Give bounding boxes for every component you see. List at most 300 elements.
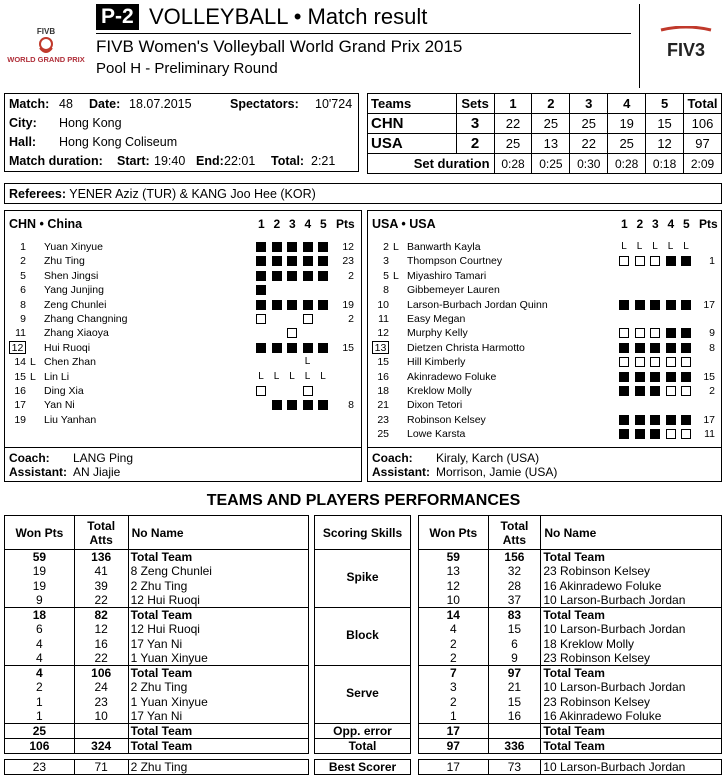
player-number: 3 bbox=[383, 255, 389, 268]
set-started-marker bbox=[650, 343, 660, 353]
player-stat-row bbox=[419, 579, 722, 594]
set-started-marker bbox=[272, 343, 282, 353]
player-points: 1 bbox=[709, 255, 715, 268]
score-table bbox=[367, 93, 722, 174]
set-started-marker bbox=[619, 343, 629, 353]
player-points: 15 bbox=[342, 341, 354, 354]
player-stat-row bbox=[419, 622, 722, 637]
skill-row bbox=[315, 593, 411, 608]
won-points: 4 bbox=[5, 666, 75, 681]
total-duration: 2:21 bbox=[311, 154, 336, 168]
hall-label: Hall: bbox=[9, 135, 37, 149]
player-number: 19 bbox=[14, 413, 26, 426]
player-stat-row bbox=[419, 564, 722, 579]
away-set1: 25 bbox=[494, 134, 532, 154]
player-stat-row bbox=[419, 680, 722, 695]
set-started-marker bbox=[619, 300, 629, 310]
player-stat-row bbox=[419, 651, 722, 666]
set-started-marker bbox=[318, 242, 328, 252]
total-attempts: 16 bbox=[74, 637, 128, 652]
player-name: Lin Li bbox=[44, 370, 70, 383]
home-set3: 25 bbox=[570, 114, 608, 134]
player-name: 10 Larson-Burbach Jordan bbox=[541, 593, 722, 608]
player-name: Chen Zhan bbox=[44, 356, 96, 369]
player-name: Total Team bbox=[128, 666, 308, 681]
player-row bbox=[8, 283, 358, 297]
won-points: 9 bbox=[5, 593, 75, 608]
player-stat-row bbox=[5, 579, 309, 594]
total-attempts: 106 bbox=[74, 666, 128, 681]
set-started-marker bbox=[666, 343, 676, 353]
set-substitute-marker bbox=[681, 429, 691, 439]
player-name: 2 Zhu Ting bbox=[128, 579, 308, 594]
player-row bbox=[371, 312, 721, 326]
best-scorer-label: Best Scorer bbox=[315, 760, 411, 775]
set-started-marker bbox=[303, 271, 313, 281]
player-row bbox=[371, 370, 721, 384]
set-substitute-marker bbox=[666, 357, 676, 367]
won-points: 10 bbox=[419, 593, 489, 608]
player-row bbox=[371, 326, 721, 340]
player-points: 17 bbox=[703, 298, 715, 311]
won-points: 3 bbox=[419, 680, 489, 695]
set-substitute-marker bbox=[666, 429, 676, 439]
player-points: 2 bbox=[348, 313, 354, 325]
duration-label: Match duration: bbox=[9, 154, 103, 168]
home-lineup-title: CHN • China bbox=[9, 217, 83, 231]
total-attempts: 23 bbox=[74, 695, 128, 710]
player-name: Miyashiro Tamari bbox=[407, 269, 487, 282]
set-substitute-marker bbox=[681, 386, 691, 396]
set-substitute-marker bbox=[635, 357, 645, 367]
won-points: 6 bbox=[5, 622, 75, 637]
skill-name: Serve bbox=[315, 686, 411, 701]
set-started-marker bbox=[256, 242, 266, 252]
player-name: Akinradewo Foluke bbox=[407, 370, 497, 383]
player-stat-row bbox=[5, 593, 309, 608]
player-row bbox=[371, 427, 721, 441]
home-sets-won: 3 bbox=[456, 114, 494, 134]
home-performance-table bbox=[4, 515, 309, 754]
player-name: Dixon Tetori bbox=[407, 399, 463, 412]
set-started-marker bbox=[635, 372, 645, 382]
skill-name bbox=[315, 709, 411, 724]
score-header-sets: Sets bbox=[456, 94, 494, 114]
player-row bbox=[371, 283, 721, 297]
total-attempts: 6 bbox=[488, 637, 541, 652]
away-set2: 13 bbox=[532, 134, 570, 154]
player-name: 1 Yuan Xinyue bbox=[128, 695, 308, 710]
total-attempts: 156 bbox=[488, 550, 541, 565]
skill-row bbox=[315, 739, 411, 754]
match-info-line1 bbox=[9, 97, 353, 111]
won-points: 12 bbox=[419, 579, 489, 594]
player-points: 15 bbox=[703, 370, 715, 383]
match-info-duration bbox=[9, 154, 336, 168]
player-number: 16 bbox=[14, 385, 26, 397]
player-name: Total Team bbox=[541, 666, 722, 681]
team-total-row bbox=[419, 550, 722, 565]
skill-row bbox=[315, 666, 411, 681]
set-started-marker bbox=[666, 328, 676, 338]
set-started-marker bbox=[650, 415, 660, 425]
set-libero-marker: L bbox=[683, 241, 689, 252]
score-header-row bbox=[368, 94, 722, 114]
away-set4: 25 bbox=[608, 134, 646, 154]
player-number: 8 bbox=[20, 298, 26, 311]
home-total-points: 106 bbox=[684, 114, 722, 134]
player-name: 23 Robinson Kelsey bbox=[541, 564, 722, 579]
player-points: 8 bbox=[709, 341, 715, 354]
set-started-marker bbox=[287, 400, 297, 410]
home-assistant-label: Assistant: bbox=[9, 465, 68, 479]
player-number: 5 bbox=[20, 269, 26, 282]
fivb-logo-text: FIV3 bbox=[666, 40, 706, 60]
player-number: 15 bbox=[14, 370, 26, 383]
player-name: 23 Robinson Kelsey bbox=[541, 651, 722, 666]
away-coach-name: Kiraly, Karch (USA) bbox=[436, 451, 540, 465]
player-name: 17 Yan Ni bbox=[128, 637, 308, 652]
city-value: Hong Kong bbox=[59, 116, 122, 130]
total-set-duration: 2:09 bbox=[684, 154, 722, 174]
team-total-row bbox=[5, 550, 309, 565]
won-points: 2 bbox=[5, 680, 75, 695]
player-number: 2 bbox=[20, 255, 26, 268]
set-substitute-marker bbox=[650, 328, 660, 338]
player-row bbox=[371, 341, 721, 355]
set-started-marker bbox=[681, 415, 691, 425]
player-name: Hill Kimberly bbox=[407, 356, 466, 369]
set-substitute-marker bbox=[681, 357, 691, 367]
total-attempts: 32 bbox=[488, 564, 541, 579]
set-started-marker bbox=[303, 242, 313, 252]
set4-duration: 0:28 bbox=[608, 154, 646, 174]
skill-row bbox=[315, 680, 411, 695]
player-name: Total Team bbox=[128, 739, 308, 754]
total-attempts: 37 bbox=[488, 593, 541, 608]
player-name: Zhu Ting bbox=[44, 255, 85, 268]
player-name: Liu Yanhan bbox=[44, 413, 97, 426]
document-title: VOLLEYBALL • Match result bbox=[149, 4, 428, 29]
player-number: 23 bbox=[377, 413, 389, 426]
won-points: 1 bbox=[5, 709, 75, 724]
home-coach-divider bbox=[4, 447, 362, 448]
won-points: 4 bbox=[5, 637, 75, 652]
set-substitute-marker bbox=[666, 386, 676, 396]
match-info-hall bbox=[9, 135, 178, 149]
set-header-3: 3 bbox=[289, 217, 296, 231]
set-started-marker bbox=[619, 372, 629, 382]
header-divider bbox=[639, 4, 640, 88]
away-team-code: USA bbox=[368, 134, 457, 154]
total-attempts: 16 bbox=[488, 709, 541, 724]
away-col-name: No Name bbox=[541, 516, 722, 550]
end-time: 22:01 bbox=[224, 154, 256, 168]
player-name: 1 Yuan Xinyue bbox=[128, 651, 308, 666]
player-row bbox=[8, 370, 358, 384]
player-stat-row bbox=[419, 695, 722, 710]
skill-row bbox=[315, 622, 411, 637]
skill-row bbox=[315, 608, 411, 623]
player-name: Lowe Karsta bbox=[407, 428, 466, 441]
won-points: 17 bbox=[419, 724, 489, 739]
away-assistant-line bbox=[372, 465, 558, 479]
won-points: 106 bbox=[5, 739, 75, 754]
away-best-name: 10 Larson-Burbach Jordan bbox=[541, 760, 722, 775]
player-number: 25 bbox=[377, 428, 389, 441]
home-set5: 15 bbox=[646, 114, 684, 134]
libero-flag: L bbox=[30, 370, 36, 383]
total-attempts bbox=[74, 724, 128, 739]
player-name: Total Team bbox=[128, 724, 308, 739]
pts-header: Pts bbox=[699, 217, 718, 231]
player-name: Shen Jingsi bbox=[44, 269, 99, 282]
set2-duration: 0:25 bbox=[532, 154, 570, 174]
set1-duration: 0:28 bbox=[494, 154, 532, 174]
won-points: 18 bbox=[5, 608, 75, 623]
total-attempts bbox=[488, 724, 541, 739]
player-number: 1 bbox=[20, 241, 26, 253]
player-name: Yang Junjing bbox=[44, 284, 104, 297]
total-attempts: 22 bbox=[74, 651, 128, 666]
skill-row bbox=[315, 550, 411, 565]
set-libero-marker: L bbox=[621, 241, 627, 252]
set-started-marker bbox=[650, 429, 660, 439]
player-name: Total Team bbox=[541, 739, 722, 754]
player-stat-row bbox=[5, 680, 309, 695]
total-attempts: 24 bbox=[74, 680, 128, 695]
set-started-marker bbox=[287, 256, 297, 266]
away-performance-table bbox=[418, 515, 722, 754]
player-name: Total Team bbox=[128, 608, 308, 623]
won-points: 2 bbox=[419, 651, 489, 666]
player-points: 2 bbox=[709, 385, 715, 397]
player-points: 17 bbox=[703, 413, 715, 426]
away-assistant-label: Assistant: bbox=[372, 465, 431, 479]
set-started-marker bbox=[635, 386, 645, 396]
total-attempts: 15 bbox=[488, 695, 541, 710]
set-started-marker bbox=[666, 256, 676, 266]
set-started-marker bbox=[635, 343, 645, 353]
set-started-marker bbox=[650, 372, 660, 382]
total-attempts: 97 bbox=[488, 666, 541, 681]
total-attempts: 15 bbox=[488, 622, 541, 637]
set-header-1: 1 bbox=[621, 217, 628, 231]
player-name: Easy Megan bbox=[407, 313, 466, 325]
skill-name bbox=[315, 593, 411, 608]
home-assistant-line bbox=[9, 465, 121, 479]
team-total-row bbox=[419, 666, 722, 681]
player-points: 23 bbox=[342, 255, 354, 268]
player-name: 16 Akinradewo Foluke bbox=[541, 709, 722, 724]
total-label: Total: bbox=[271, 154, 305, 168]
fivb-logo bbox=[655, 26, 717, 66]
libero-flag: L bbox=[393, 269, 399, 282]
skill-name bbox=[315, 666, 411, 681]
player-name: Ding Xia bbox=[44, 385, 84, 397]
set-header-5: 5 bbox=[320, 217, 327, 231]
player-stat-row bbox=[419, 593, 722, 608]
won-points: 13 bbox=[419, 564, 489, 579]
player-number: 12 bbox=[9, 341, 26, 354]
set-started-marker bbox=[272, 242, 282, 252]
match-date: 18.07.2015 bbox=[129, 97, 192, 111]
hall-value: Hong Kong Coliseum bbox=[59, 135, 178, 149]
player-number: 13 bbox=[372, 341, 389, 354]
player-row bbox=[8, 254, 358, 268]
referees-names: YENER Aziz (TUR) & KANG Joo Hee (KOR) bbox=[69, 187, 316, 201]
home-best-won: 23 bbox=[5, 760, 75, 775]
best-scorer-label-cell bbox=[314, 759, 411, 775]
player-name: 23 Robinson Kelsey bbox=[541, 695, 722, 710]
score-header-teams: Teams bbox=[368, 94, 457, 114]
away-lineup-title: USA • USA bbox=[372, 217, 436, 231]
away-set3: 22 bbox=[570, 134, 608, 154]
set-duration-label: Set duration bbox=[368, 154, 495, 174]
total-attempts: 28 bbox=[488, 579, 541, 594]
player-name: 10 Larson-Burbach Jordan bbox=[541, 622, 722, 637]
player-row bbox=[371, 384, 721, 398]
player-row bbox=[8, 240, 358, 254]
player-number: 6 bbox=[20, 284, 26, 297]
player-name: Thompson Courtney bbox=[407, 255, 503, 268]
start-time: 19:40 bbox=[154, 154, 186, 168]
set-started-marker bbox=[303, 343, 313, 353]
player-name: Total Team bbox=[541, 550, 722, 565]
player-name: Robinson Kelsey bbox=[407, 413, 486, 426]
set-started-marker bbox=[303, 300, 313, 310]
set-started-marker bbox=[272, 271, 282, 281]
player-name: Total Team bbox=[541, 608, 722, 623]
score-header-set3: 3 bbox=[570, 94, 608, 114]
set-started-marker bbox=[666, 415, 676, 425]
logo-fivb-text: FIVB bbox=[36, 27, 56, 36]
player-row bbox=[8, 384, 358, 398]
player-name: Zeng Chunlei bbox=[44, 298, 107, 311]
set-libero-marker: L bbox=[652, 241, 658, 252]
set-started-marker bbox=[635, 429, 645, 439]
set-substitute-marker bbox=[635, 328, 645, 338]
home-coach-label: Coach: bbox=[9, 451, 50, 465]
score-row-away bbox=[368, 134, 722, 154]
score-header-set4: 4 bbox=[608, 94, 646, 114]
set-started-marker bbox=[619, 415, 629, 425]
home-team-code: CHN bbox=[368, 114, 457, 134]
set-started-marker bbox=[318, 343, 328, 353]
performance-title: TEAMS AND PLAYERS PERFORMANCES bbox=[206, 492, 521, 509]
skill-name: Block bbox=[315, 628, 411, 643]
won-points: 19 bbox=[5, 579, 75, 594]
set-started-marker bbox=[272, 400, 282, 410]
set-started-marker bbox=[256, 271, 266, 281]
won-points: 19 bbox=[5, 564, 75, 579]
total-attempts: 22 bbox=[74, 593, 128, 608]
player-number: 9 bbox=[20, 313, 26, 325]
set-substitute-marker bbox=[650, 256, 660, 266]
home-best-scorer bbox=[4, 759, 309, 775]
player-number: 15 bbox=[377, 356, 389, 369]
player-row bbox=[371, 355, 721, 369]
skill-row bbox=[315, 709, 411, 724]
team-total-row bbox=[5, 666, 309, 681]
total-attempts: 336 bbox=[488, 739, 541, 754]
player-name: 2 Zhu Ting bbox=[128, 680, 308, 695]
set-started-marker bbox=[635, 300, 645, 310]
won-points: 59 bbox=[419, 550, 489, 565]
set-substitute-marker bbox=[303, 314, 313, 324]
set-started-marker bbox=[287, 271, 297, 281]
set-started-marker bbox=[287, 300, 297, 310]
libero-flag: L bbox=[30, 356, 36, 369]
skill-name bbox=[315, 651, 411, 666]
set-started-marker bbox=[681, 256, 691, 266]
player-number: 11 bbox=[15, 327, 26, 340]
set-started-marker bbox=[681, 300, 691, 310]
skill-name: Total bbox=[315, 739, 411, 754]
set-started-marker bbox=[272, 256, 282, 266]
player-row bbox=[8, 269, 358, 283]
home-col-won: Won Pts bbox=[5, 516, 75, 550]
player-name: 17 Yan Ni bbox=[128, 709, 308, 724]
set-libero-marker: L bbox=[667, 241, 674, 252]
player-name: Kreklow Molly bbox=[407, 385, 472, 397]
total-attempts: 324 bbox=[74, 739, 128, 754]
away-assistant-name: Morrison, Jamie (USA) bbox=[436, 465, 558, 479]
away-col-total: Total Atts bbox=[488, 516, 541, 550]
score-header-total: Total bbox=[684, 94, 722, 114]
player-name: Zhang Changning bbox=[44, 313, 128, 325]
set-started-marker bbox=[303, 256, 313, 266]
set-header-4: 4 bbox=[667, 217, 675, 231]
set-started-marker bbox=[287, 242, 297, 252]
player-name: Murphy Kelly bbox=[407, 327, 468, 340]
set-substitute-marker bbox=[650, 357, 660, 367]
away-sets-won: 2 bbox=[456, 134, 494, 154]
set-started-marker bbox=[272, 300, 282, 310]
set3-duration: 0:30 bbox=[570, 154, 608, 174]
set-substitute-marker bbox=[303, 386, 313, 396]
player-row bbox=[371, 413, 721, 427]
set-started-marker bbox=[256, 256, 266, 266]
home-coach-line bbox=[9, 451, 134, 465]
won-points: 2 bbox=[419, 695, 489, 710]
player-row bbox=[371, 398, 721, 412]
set-substitute-marker bbox=[256, 386, 266, 396]
total-attempts: 41 bbox=[74, 564, 128, 579]
score-header-set5: 5 bbox=[646, 94, 684, 114]
match-info-city bbox=[9, 116, 122, 130]
player-number: 10 bbox=[377, 298, 389, 311]
player-row bbox=[371, 298, 721, 312]
away-coach-divider bbox=[367, 447, 722, 448]
player-name: 10 Larson-Burbach Jordan bbox=[541, 680, 722, 695]
set-header-5: 5 bbox=[683, 217, 690, 231]
player-name: 12 Hui Ruoqi bbox=[128, 622, 308, 637]
set-started-marker bbox=[681, 328, 691, 338]
score-row-home bbox=[368, 114, 722, 134]
team-total-row bbox=[5, 739, 309, 754]
total-attempts: 10 bbox=[74, 709, 128, 724]
player-name: Total Team bbox=[541, 724, 722, 739]
skill-table bbox=[314, 515, 411, 754]
skill-name bbox=[315, 550, 411, 565]
player-stat-row bbox=[5, 695, 309, 710]
score-header-set2: 2 bbox=[532, 94, 570, 114]
skill-row bbox=[315, 651, 411, 666]
player-row bbox=[8, 326, 358, 340]
player-name: Dietzen Christa Harmotto bbox=[407, 341, 525, 354]
set-started-marker bbox=[681, 372, 691, 382]
